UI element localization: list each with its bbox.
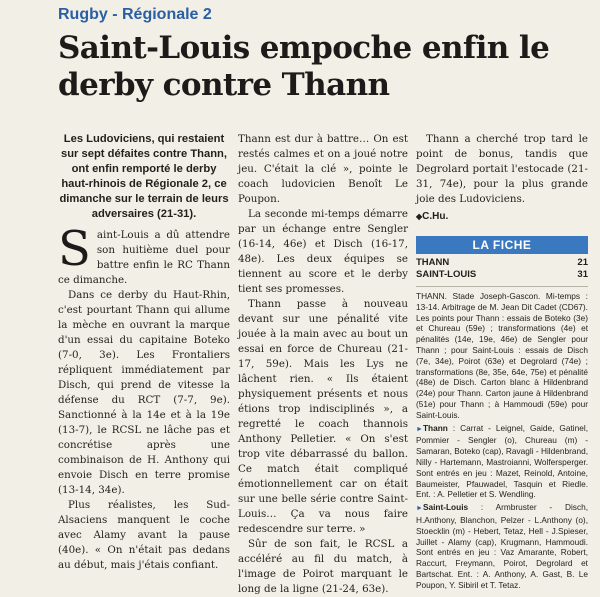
score-row-saint-louis: SAINT-LOUIS 31 [416, 269, 588, 280]
body-paragraph: La seconde mi-temps démarre par un échange entre Sengler (16-14, 46e) et Disch (16-17, 48e). Les deux équipes se tiennent au score et le derby tient ses promesses. [238, 208, 408, 295]
drop-cap: S [58, 221, 91, 277]
lineup-saint-louis: ► Saint-Louis : Armbruster - Disch, H.Anthony, Blanchon, Pelzer - L.Anthony (o), Stoecklin (m) - Hebert, Tetaz, Hell - J.Spieser, Juillet - Alamy (cap), Krugmann, Hammoudi. Sont entrés en jeu : Vaz Amarante, Robert, Raccurt, Freymann, Poirot, Degrolard et Bartschat. Ent. : A. Anthony, A. Gast, B. Le Poupon, Y. Sibiril et T. Tetaz. [416, 502, 588, 590]
score-box [416, 254, 588, 287]
fiche-header: LA FICHE [416, 236, 588, 254]
body-paragraph: Plus réalistes, les Sud-Alsaciens manquent le coche avec Alamy avant la pause (40e). « On n'était pas dedans au début, mais j'étais confiant. [58, 499, 230, 571]
article-headline: Saint-Louis empoche enfin le derby contre Thann [58, 30, 550, 103]
fiche-body [416, 291, 588, 591]
article-column-3 [416, 132, 588, 593]
article-column-2 [238, 132, 408, 597]
article-column-1 [58, 132, 230, 573]
match-summary: THANN. Stade Joseph-Gascon. Mi-temps : 13-14. Arbitrage de M. Jean Dit Cadet (CD67). Les points pour Thann : essais de Boteko (3e) et Chureau (59e) ; transformations (4e) et pénalités (14e, 19e, 46e) de Sengler pour Thann ; pour Saint-Louis : essais de Disch (7e, 34e), Poirot (63e) et Degrolard (74e) ; transformations (8e, 35e, 64e, 75e) et pénalité (48e) de Disch. Carton blanc à Hildenbrand (24e) pour Thann. Carton jaune à Hildenbrand (51e) pour Thann ; à Hammoudi (59e) pour Saint-Louis. [416, 291, 588, 420]
section-kicker: Rugby - Régionale 2 [58, 6, 212, 23]
body-paragraph: Saint-Louis a dû attendre son huitième duel pour battre enfin le RC Thann ce dimanche. [58, 221, 230, 286]
body-paragraph: Thann a cherché trop tard le point de bonus, tandis que Degrolard portait l'estocade (21-31, 74e), pour la plus grande joie des Ludoviciens. [416, 133, 588, 205]
article-lead: Les Ludoviciens, qui restaient sur sept défaites contre Thann, ont enfin remporté le derby haut-rhinois de Régionale 2, ce dimanche sur le terrain de leurs adversaires (21-31). [59, 133, 229, 220]
author-signature: ◆ C.Hu. [416, 209, 588, 224]
body-paragraph: Thann passe à nouveau devant sur une pénalité vite jouée à la main avec au bout un essai en force de Chureau (21-17, 59e). Mais les Lys ne lâchent rien. « Ils étaient physiquement présents et nous étions trop indisciplinés », a regretté le coach thannois Anthony Pelletier. « On s'est trop vite débarrassé du ballon. Ce match était compliqué émotionnellement car on était sur une belle série contre Saint-Louis… Ça va nous faire redescendre sur terre. » [238, 298, 408, 535]
body-paragraph: Sûr de son fait, le RCSL a accéléré au fil du match, à l'image de Poirot marquant le long de la ligne (21-24, 63e). [238, 538, 408, 595]
score-row-thann: THANN 21 [416, 257, 588, 268]
body-paragraph: Thann est dur à battre… On est restés calmes et on a joué notre jeu. C'était la clé », pointe le coach ludovicien Benoît Le Poupon. [238, 133, 408, 205]
lineup-thann: ► Thann : Carrat - Leignel, Gaide, Gatinel, Pommier - Sengler (o), Chureau (m) - Samaran, Boteko (cap), Ravagli - Hildenbrand, Nilly - Hartemann, Mastroianni, Wolfersperger. Sont entrés en jeu : Mazet, Reinold, Antoine, Baumeister, Pfauwadel, Tasquin et Riedle. Ent. : A. Pelletier et S. Wendling. [416, 423, 588, 501]
body-paragraph: Dans ce derby du Haut-Rhin, c'est pourtant Thann qui allume la mèche en ouvrant la marque d'un essai du capitaine Boteko (7-0, 3e). Les Frontaliers répliquent immédiatement par Disch, qui prend de vitesse la défense du RCT (7-7, 9e). Sanctionné à la 14e et à la 19e (13-7), le RCSL ne lâche pas et concrétise après une combinaison de H. Anthony qui envoie Disch en terre promise (13-14, 34e). [58, 289, 230, 496]
